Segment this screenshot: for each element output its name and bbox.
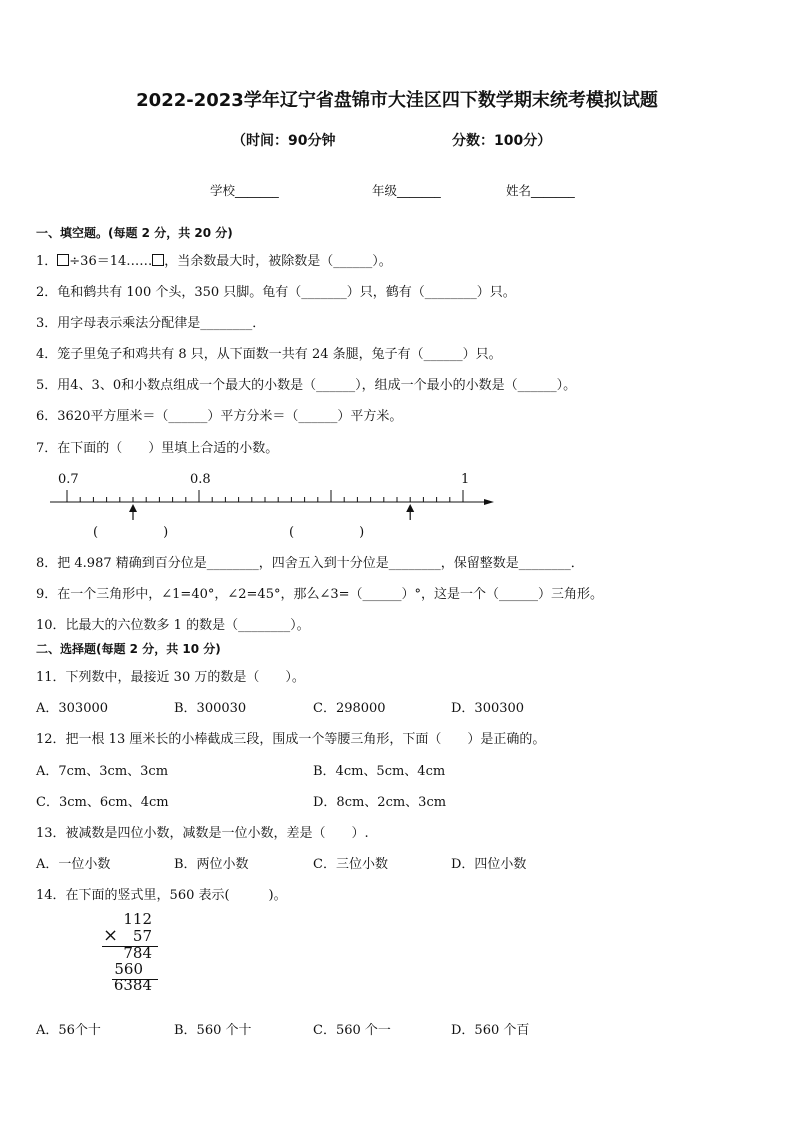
question-text: ÷36＝14…… [69,254,153,269]
question-7: 7．在下面的（ ）里填上合适的小数。 [36,441,279,456]
option-b: B．4cm、5cm、4cm [313,764,446,779]
question-10: 10．比最大的六位数多 1 的数是（________）。 [36,618,310,633]
vertical-multiplication [100,910,170,995]
number-line-label-0-8: 0.8 [190,472,211,487]
option-b: B．两位小数 [174,857,249,872]
question-9: 9．在一个三角形中，∠1=40°，∠2=45°，那么∠3=（______）°，这是一个（______）三角形。 [36,587,604,602]
grade-field: 年级_______ [372,183,441,198]
question-13: 13．被减数是四位小数，减数是一位小数，差是（ ）. [36,826,369,841]
score-label: 分数：100分） [452,133,552,149]
product: 6384 [113,976,152,994]
time-label: （时间：90分钟 [232,133,336,149]
option-a: A．303000 [36,701,109,716]
option-c: C．298000 [313,701,386,716]
option-d: D．四位小数 [451,857,527,872]
option-a: A．56个十 [36,1023,101,1038]
option-c: C．560 个一 [313,1023,391,1038]
number-line-blank-2: ( ) [289,525,365,540]
question-6: 6．3620平方厘米＝（______）平方分米＝（______）平方米。 [36,409,403,424]
question-text: ，当余数最大时，被除数是（______）。 [164,254,392,269]
name-field: 姓名_______ [506,183,575,198]
option-c: C．3cm、6cm、4cm [36,795,169,810]
option-d: D．560 个百 [451,1023,530,1038]
option-b: B．300030 [174,701,247,716]
partial-product-1: 784 [123,944,152,962]
question-number: 1． [36,254,58,269]
times-sign: × [103,925,119,946]
up-arrow-icon [406,504,414,520]
school-field: 学校_______ [210,183,279,198]
question-14: 14．在下面的竖式里，560 表示( )。 [36,888,287,903]
question-12: 12．把一根 13 厘米长的小棒截成三段，围成一个等腰三角形，下面（ ）是正确的。 [36,732,546,747]
number-line-arrowhead [484,499,494,505]
option-b: B．560 个十 [174,1023,252,1038]
question-2: 2．龟和鹤共有 100 个头，350 只脚。龟有（_______）只，鹤有（________）只。 [36,285,516,300]
number-line-label-0-7: 0.7 [58,472,79,487]
option-a: A．7cm、3cm、3cm [36,764,169,779]
multiplicand: 112 [123,910,152,928]
question-11: 11．下列数中，最接近 30 万的数是（ ）。 [36,670,305,685]
blank-box-icon [152,254,164,266]
blank-box-icon [57,254,69,266]
option-d: D．8cm、2cm、3cm [313,795,447,810]
partial-product-2: 560 [114,960,143,978]
section-heading-choice: 二、选择题(每题 2 分，共 10 分) [36,642,221,656]
question-4: 4．笼子里兔子和鸡共有 8 只，从下面数一共有 24 条腿，兔子有（______）只。 [36,347,502,362]
number-line-label-1: 1 [461,472,470,487]
option-d: D．300300 [451,701,525,716]
question-8: 8．把 4.987 精确到百分位是________，四舍五入到十分位是________，保留整数是________． [36,556,584,571]
option-c: C．三位小数 [313,857,388,872]
option-a: A．一位小数 [36,857,111,872]
page-title: 2022-2023学年辽宁省盘锦市大洼区四下数学期末统考模拟试题 [136,90,658,111]
question-3: 3．用字母表示乘法分配律是________． [36,316,266,331]
section-heading-fill-blank: 一、填空题。(每题 2 分，共 20 分) [36,226,233,240]
up-arrow-icon [129,504,137,520]
multiplier: 57 [132,927,152,945]
question-5: 5．用4、3、0和小数点组成一个最大的小数是（______），组成一个最小的小数是（______）。 [36,378,577,393]
number-line-blank-1: ( ) [93,525,169,540]
question-1 [36,250,392,269]
